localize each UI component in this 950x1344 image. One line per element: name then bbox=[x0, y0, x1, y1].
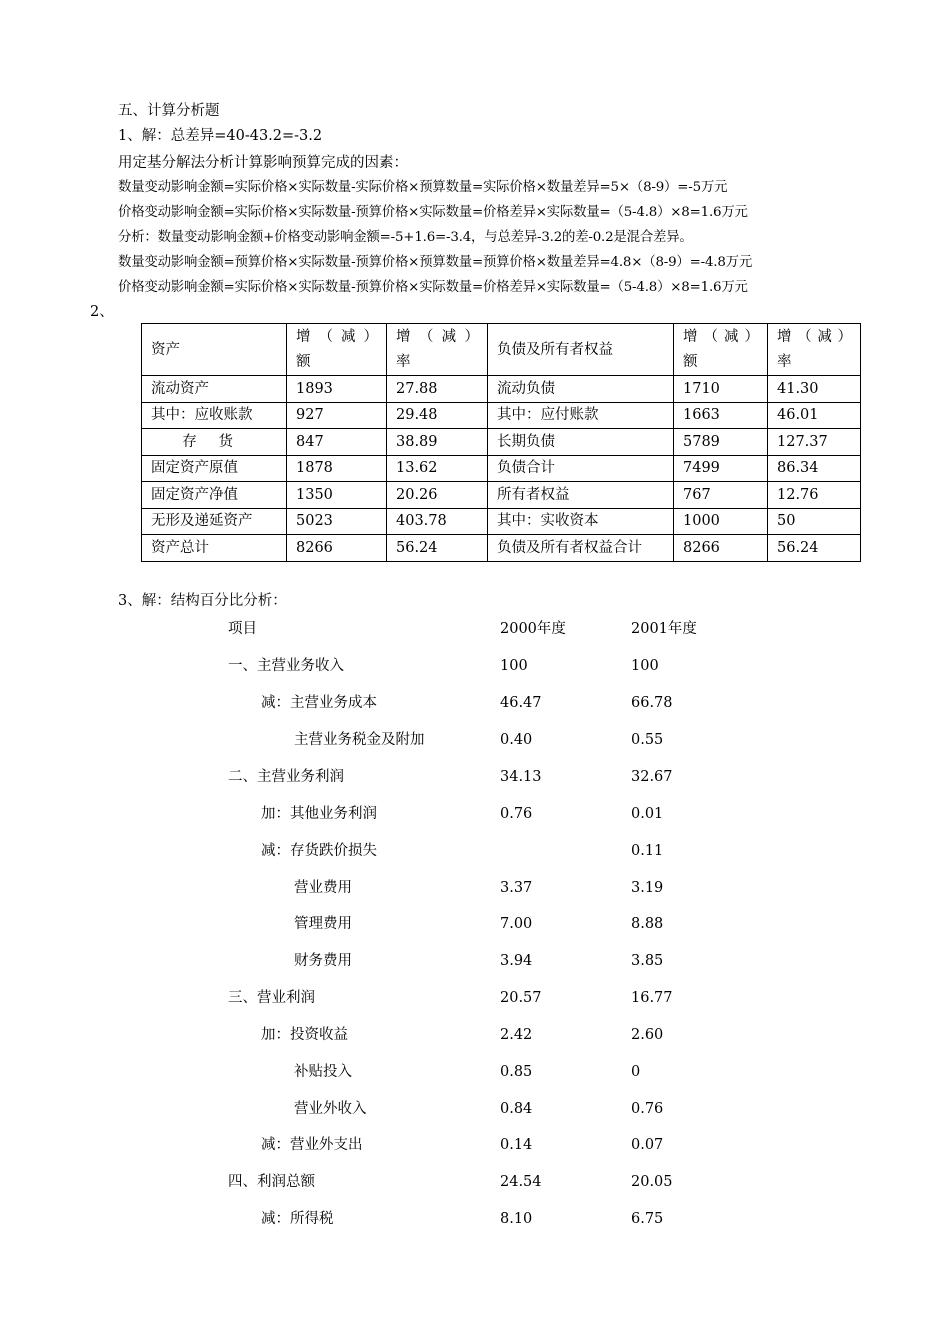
amount2-cell: 8266 bbox=[674, 535, 768, 562]
income-2000: 0.76 bbox=[500, 806, 533, 822]
section-title: 五、计算分析题 bbox=[118, 103, 220, 119]
asset-cell: 其中：应收账款 bbox=[142, 402, 287, 429]
income-2001: 3.19 bbox=[631, 880, 664, 896]
q1-quantity-effect-1: 数量变动影响金额=实际价格×实际数量-实际价格×预算数量=实际价格×数量差异=5×（8-9）=-5万元 bbox=[118, 180, 728, 195]
table-row bbox=[142, 376, 861, 403]
amount-cell: 927 bbox=[287, 402, 387, 429]
income-2001: 66.78 bbox=[631, 695, 673, 711]
amount2-cell: 767 bbox=[674, 482, 768, 509]
income-item: 减：存货跌价损失 bbox=[261, 843, 377, 859]
income-2000: 8.10 bbox=[500, 1211, 533, 1227]
income-2000: 0.85 bbox=[500, 1064, 533, 1080]
income-item: 财务费用 bbox=[294, 953, 352, 969]
income-item: 营业费用 bbox=[294, 880, 352, 896]
income-2000: 24.54 bbox=[500, 1174, 542, 1190]
income-2001: 0 bbox=[631, 1064, 641, 1080]
income-item: 主营业务税金及附加 bbox=[294, 732, 425, 748]
income-2000: 0.14 bbox=[500, 1137, 533, 1153]
income-2000: 3.37 bbox=[500, 880, 533, 896]
income-2000: 0.84 bbox=[500, 1101, 533, 1117]
income-2000: 0.40 bbox=[500, 732, 533, 748]
table-row bbox=[142, 482, 861, 509]
income-item: 减：营业外支出 bbox=[261, 1137, 363, 1153]
amount-cell: 1350 bbox=[287, 482, 387, 509]
asset-cell: 固定资产原值 bbox=[142, 455, 287, 482]
rate2-cell: 86.34 bbox=[768, 455, 861, 482]
amount2-cell: 1663 bbox=[674, 402, 768, 429]
q1-total-variance: 1、解：总差异=40-43.2=-3.2 bbox=[118, 128, 323, 144]
income-2001: 0.55 bbox=[631, 732, 664, 748]
asset-cell: 流动资产 bbox=[142, 376, 287, 403]
header-rate: 增（减） 率 bbox=[387, 324, 488, 376]
q1-analysis: 分析：数量变动影响金额+价格变动影响金额=-5+1.6=-3.4，与总差异-3.2的差-0.2是混合差异。 bbox=[118, 230, 693, 245]
asset-cell: 无形及递延资产 bbox=[142, 508, 287, 535]
income-2001: 0.01 bbox=[631, 806, 664, 822]
liability-cell: 其中：实收资本 bbox=[488, 508, 674, 535]
amount-cell: 1893 bbox=[287, 376, 387, 403]
rate-cell: 13.62 bbox=[387, 455, 488, 482]
rate2-cell: 41.30 bbox=[768, 376, 861, 403]
asset-cell: 固定资产净值 bbox=[142, 482, 287, 509]
income-item: 减：所得税 bbox=[261, 1211, 334, 1227]
rate2-cell: 127.37 bbox=[768, 429, 861, 456]
liability-cell: 负债及所有者权益合计 bbox=[488, 535, 674, 562]
income-2001: 6.75 bbox=[631, 1211, 664, 1227]
q1-method-intro: 用定基分解法分析计算影响预算完成的因素： bbox=[118, 155, 408, 171]
income-2001: 3.85 bbox=[631, 953, 664, 969]
income-2001: 8.88 bbox=[631, 916, 664, 932]
table-row bbox=[142, 535, 861, 562]
income-2001: 100 bbox=[631, 658, 659, 674]
rate2-cell: 56.24 bbox=[768, 535, 861, 562]
rate-cell: 29.48 bbox=[387, 402, 488, 429]
q1-price-effect-2: 价格变动影响金额=实际价格×实际数量-预算价格×实际数量=价格差异×实际数量=（5-4.8）×8=1.6万元 bbox=[118, 280, 748, 295]
rate-cell: 38.89 bbox=[387, 429, 488, 456]
income-item: 管理费用 bbox=[294, 916, 352, 932]
income-2000: 34.13 bbox=[500, 769, 542, 785]
liability-cell: 其中：应付账款 bbox=[488, 402, 674, 429]
amount2-cell: 1710 bbox=[674, 376, 768, 403]
income-item: 三、营业利润 bbox=[228, 990, 315, 1006]
income-item: 四、利润总额 bbox=[228, 1174, 315, 1190]
header-rate-2: 增（减） 率 bbox=[768, 324, 861, 376]
liability-cell: 流动负债 bbox=[488, 376, 674, 403]
amount-cell: 5023 bbox=[287, 508, 387, 535]
income-2001: 32.67 bbox=[631, 769, 673, 785]
rate-cell: 403.78 bbox=[387, 508, 488, 535]
q2-label: 2、 bbox=[90, 304, 114, 320]
income-2001: 0.76 bbox=[631, 1101, 664, 1117]
income-2000: 2.42 bbox=[500, 1027, 533, 1043]
rate-cell: 20.26 bbox=[387, 482, 488, 509]
amount-cell: 1878 bbox=[287, 455, 387, 482]
income-2001: 0.07 bbox=[631, 1137, 664, 1153]
rate2-cell: 12.76 bbox=[768, 482, 861, 509]
income-item: 二、主营业务利润 bbox=[228, 769, 344, 785]
income-item: 加：投资收益 bbox=[261, 1027, 348, 1043]
income-item: 加：其他业务利润 bbox=[261, 806, 377, 822]
income-item: 一、主营业务收入 bbox=[228, 658, 344, 674]
asset-cell: 资产总计 bbox=[142, 535, 287, 562]
amount2-cell: 7499 bbox=[674, 455, 768, 482]
liability-cell: 负债合计 bbox=[488, 455, 674, 482]
income-2000: 20.57 bbox=[500, 990, 542, 1006]
table-row bbox=[142, 429, 861, 456]
q1-price-effect-1: 价格变动影响金额=实际价格×实际数量-预算价格×实际数量=价格差异×实际数量=（5-4.8）×8=1.6万元 bbox=[118, 205, 748, 220]
q3-header-2000: 2000年度 bbox=[500, 621, 566, 637]
table-row bbox=[142, 455, 861, 482]
income-2000: 3.94 bbox=[500, 953, 533, 969]
rate2-cell: 50 bbox=[768, 508, 861, 535]
q3-title: 3、解：结构百分比分析： bbox=[118, 593, 287, 609]
header-amount-2: 增（减） 额 bbox=[674, 324, 768, 376]
liability-cell: 长期负债 bbox=[488, 429, 674, 456]
amount2-cell: 5789 bbox=[674, 429, 768, 456]
income-2000: 46.47 bbox=[500, 695, 542, 711]
income-2001: 2.60 bbox=[631, 1027, 664, 1043]
liability-cell: 所有者权益 bbox=[488, 482, 674, 509]
rate-cell: 27.88 bbox=[387, 376, 488, 403]
income-2001: 20.05 bbox=[631, 1174, 673, 1190]
q3-header-item: 项目 bbox=[228, 621, 257, 637]
rate-cell: 56.24 bbox=[387, 535, 488, 562]
amount-cell: 8266 bbox=[287, 535, 387, 562]
income-2001: 16.77 bbox=[631, 990, 673, 1006]
header-liabilities: 负债及所有者权益 bbox=[488, 324, 674, 376]
amount-cell: 847 bbox=[287, 429, 387, 456]
income-2001: 0.11 bbox=[631, 843, 664, 859]
income-2000: 100 bbox=[500, 658, 528, 674]
income-2000: 7.00 bbox=[500, 916, 533, 932]
balance-change-table bbox=[141, 323, 861, 562]
q1-quantity-effect-2: 数量变动影响金额=预算价格×实际数量-预算价格×预算数量=预算价格×数量差异=4.8×（8-9）=-4.8万元 bbox=[118, 255, 753, 270]
income-item: 营业外收入 bbox=[294, 1101, 367, 1117]
income-item: 补贴投入 bbox=[294, 1064, 352, 1080]
q3-header-2001: 2001年度 bbox=[631, 621, 697, 637]
amount2-cell: 1000 bbox=[674, 508, 768, 535]
rate2-cell: 46.01 bbox=[768, 402, 861, 429]
income-item: 减：主营业务成本 bbox=[261, 695, 377, 711]
header-amount: 增（减） 额 bbox=[287, 324, 387, 376]
table-row bbox=[142, 508, 861, 535]
table-row bbox=[142, 402, 861, 429]
table-header-row bbox=[142, 324, 861, 376]
asset-cell: 存货 bbox=[142, 429, 287, 456]
header-asset: 资产 bbox=[142, 324, 287, 376]
